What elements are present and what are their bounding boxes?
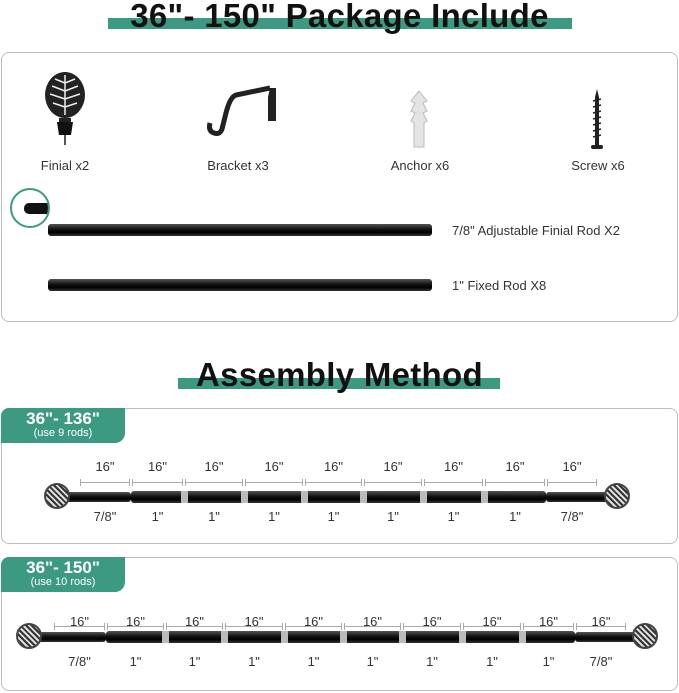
segment-length-label: 16" <box>591 614 611 629</box>
rod-segment <box>363 491 423 503</box>
length-dimension-line <box>485 482 545 483</box>
config-tag <box>1 557 125 592</box>
rod-connector <box>519 631 526 643</box>
rod-segment <box>106 631 165 643</box>
rod-segment <box>546 492 608 502</box>
length-dimension-line <box>305 482 362 483</box>
segment-length-label: 16" <box>69 614 90 629</box>
rod-segment <box>343 631 402 643</box>
segment-diameter-label: 1" <box>509 509 521 524</box>
rod-connector <box>340 631 347 643</box>
segment-length-label: 16" <box>303 614 324 629</box>
rod-segment <box>522 631 575 643</box>
segment-length-label: 16" <box>443 459 464 474</box>
rod-segment <box>484 491 546 503</box>
finial-left <box>16 623 42 649</box>
package-panel <box>1 52 678 322</box>
length-dimension-line <box>245 482 303 483</box>
rod-connector <box>241 491 248 503</box>
segment-diameter-label: 1" <box>151 509 164 524</box>
rod-connector <box>459 631 466 643</box>
rod-segment <box>38 632 106 642</box>
item-label: Finial x2 <box>40 158 90 173</box>
segment-length-label: 16" <box>323 459 344 474</box>
segment-diameter-label: 7/8" <box>560 509 584 524</box>
item-label: Anchor x6 <box>390 158 450 173</box>
finial-left <box>44 483 70 509</box>
rod-segment <box>224 631 284 643</box>
rod-connector <box>481 491 488 503</box>
config-note: (use 10 rods) <box>30 576 96 588</box>
fixed-rod <box>48 279 432 291</box>
segment-length-label: 16" <box>538 614 559 629</box>
rod-connector <box>360 491 367 503</box>
segment-diameter-label: 1" <box>327 509 340 524</box>
finial-right <box>604 483 630 509</box>
segment-length-label: 16" <box>482 614 502 629</box>
segment-diameter-label: 1" <box>426 654 438 669</box>
rod-connector <box>221 631 228 643</box>
rod-connector <box>301 491 308 503</box>
rod-segment <box>66 492 131 502</box>
rod-end-detail-icon <box>10 188 50 228</box>
config-range: 36"- 136" <box>26 409 100 428</box>
rod-segment <box>244 491 304 503</box>
finial-icon <box>40 71 90 151</box>
length-dimension-line <box>185 482 243 483</box>
segment-diameter-label: 7/8" <box>68 654 91 669</box>
adjustable-rod-label: 7/8" Adjustable Finial Rod X2 <box>452 223 620 238</box>
length-dimension-line <box>80 482 130 483</box>
segment-diameter-label: 1" <box>366 654 379 669</box>
segment-length-label: 16" <box>422 614 442 629</box>
segment-diameter-label: 1" <box>387 509 399 524</box>
segment-length-label: 16" <box>505 459 525 474</box>
config-range: 36"- 150" <box>26 558 100 577</box>
segment-diameter-label: 1" <box>542 654 555 669</box>
bracket-icon <box>200 83 280 143</box>
segment-diameter-label: 1" <box>486 654 498 669</box>
segment-diameter-label: 7/8" <box>589 654 613 669</box>
segment-diameter-label: 1" <box>129 654 142 669</box>
segment-diameter-label: 1" <box>268 509 280 524</box>
package-title: 36"- 150" Package Include <box>130 0 549 34</box>
config-note: (use 9 rods) <box>33 427 93 439</box>
length-dimension-line <box>547 482 597 483</box>
rod-segment <box>402 631 462 643</box>
finial-right <box>632 623 658 649</box>
rod-segment <box>184 491 244 503</box>
segment-diameter-label: 1" <box>307 654 320 669</box>
segment-diameter-label: 1" <box>248 654 260 669</box>
segment-length-label: 16" <box>184 614 205 629</box>
item-label: Screw x6 <box>571 158 625 173</box>
length-dimension-line <box>364 482 422 483</box>
config-tag <box>1 408 125 443</box>
rod-segment <box>575 632 636 642</box>
rod-segment <box>423 491 484 503</box>
item-label: Bracket x3 <box>207 158 269 173</box>
rod-connector <box>420 491 427 503</box>
segment-diameter-label: 1" <box>447 509 460 524</box>
fixed-rod-label: 1" Fixed Rod X8 <box>452 278 547 293</box>
rod-segment <box>131 491 184 503</box>
segment-length-label: 16" <box>244 614 264 629</box>
anchor-icon <box>407 89 431 149</box>
segment-length-label: 16" <box>125 614 146 629</box>
rod-connector <box>399 631 406 643</box>
rod-segment <box>165 631 224 643</box>
segment-length-label: 16" <box>204 459 224 474</box>
rod-segment <box>462 631 522 643</box>
length-dimension-line <box>424 482 483 483</box>
segment-length-label: 16" <box>264 459 284 474</box>
segment-length-label: 16" <box>362 614 383 629</box>
rod-connector <box>181 491 188 503</box>
screw-icon <box>590 89 604 153</box>
rod-segment <box>304 491 363 503</box>
segment-length-label: 16" <box>95 459 115 474</box>
segment-diameter-label: 7/8" <box>93 509 117 524</box>
length-dimension-line <box>132 482 183 483</box>
rod-connector <box>162 631 169 643</box>
segment-length-label: 16" <box>383 459 403 474</box>
segment-length-label: 16" <box>562 459 582 474</box>
adjustable-finial-rod <box>48 224 432 236</box>
rod-segment <box>284 631 343 643</box>
assembly-title: Assembly Method <box>196 356 483 393</box>
rod-connector <box>281 631 288 643</box>
segment-diameter-label: 1" <box>188 654 201 669</box>
segment-diameter-label: 1" <box>208 509 220 524</box>
segment-length-label: 16" <box>147 459 168 474</box>
